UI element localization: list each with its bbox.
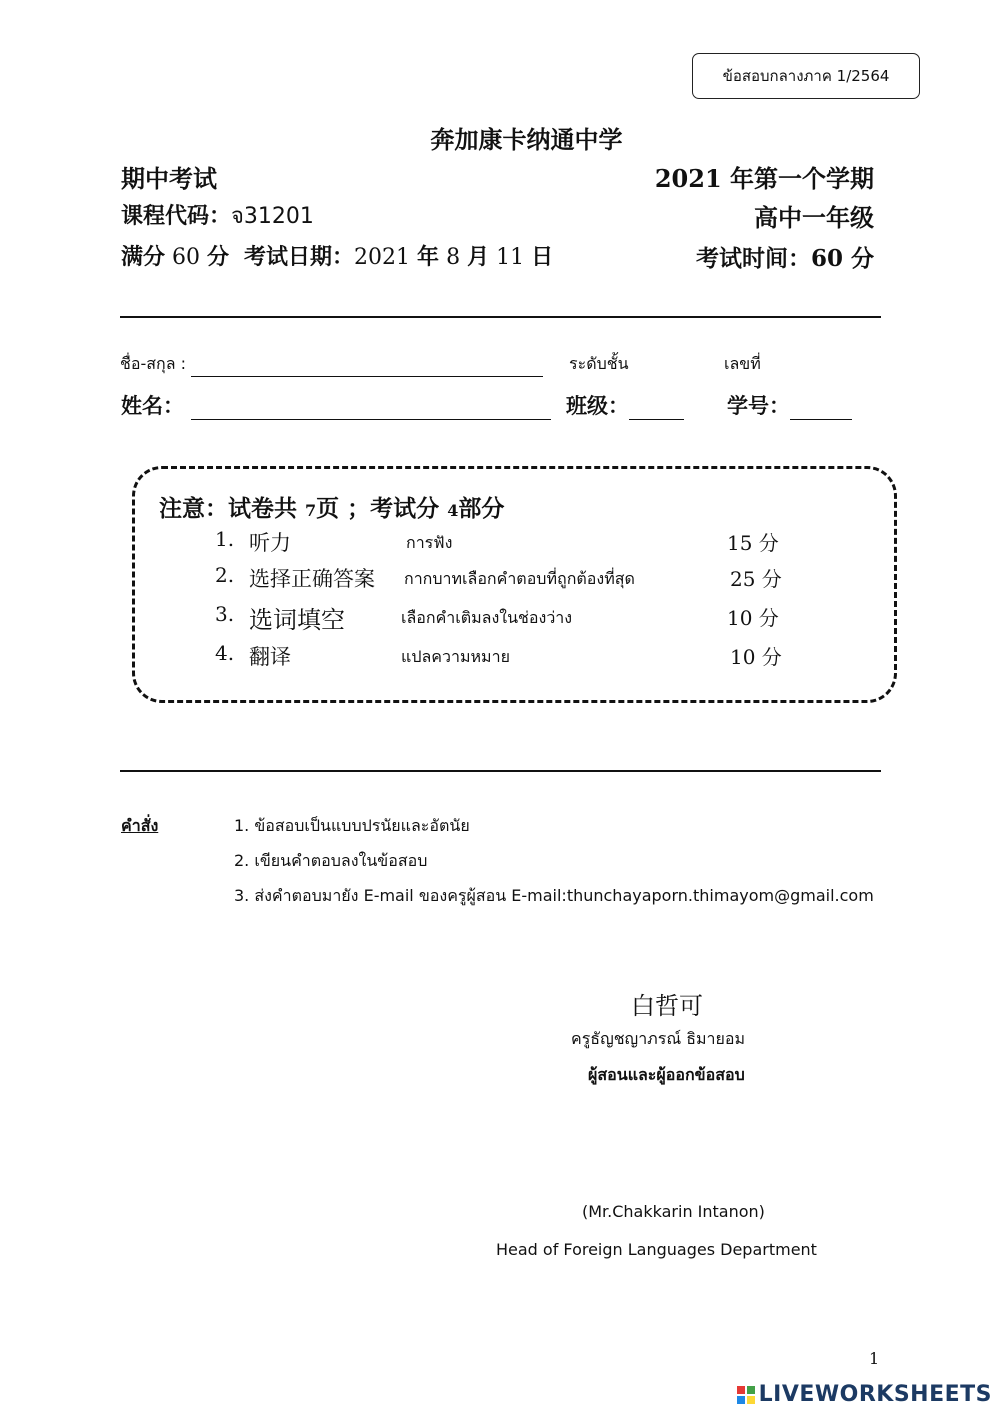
section-number: 4. — [215, 641, 235, 665]
exam-badge — [692, 53, 920, 99]
full-score-label: 满分 — [121, 244, 166, 270]
section-number: 3. — [215, 602, 235, 626]
level-th-label: ระดับชั้น — [569, 354, 629, 373]
liveworksheets-icon — [737, 1386, 755, 1404]
section-row — [215, 527, 835, 557]
course-code: จ31201 — [231, 204, 314, 229]
notice-pages: 7 — [305, 501, 317, 520]
number-th-label: เลขที่ — [724, 354, 761, 373]
exam-type: 期中考试 — [121, 164, 217, 193]
class-cn-row — [566, 390, 684, 420]
name-cn-label: 姓名： — [121, 393, 184, 418]
exam-date-month-unit: 月 — [467, 244, 490, 270]
section-score: 10 分 — [730, 645, 782, 669]
name-cn-row — [121, 390, 551, 420]
teacher-name-cn: 白哲可 — [631, 992, 703, 1020]
icon-tile — [747, 1386, 755, 1394]
class-cn-label: 班级： — [566, 393, 629, 418]
section-row — [215, 641, 835, 671]
section-row — [215, 563, 835, 593]
term: 2021 年第一个学期 — [654, 164, 874, 193]
course-code-label: 课程代码： — [121, 203, 232, 229]
name-th-label: ชื่อ-สกุล : — [120, 354, 186, 373]
divider-bottom — [120, 770, 881, 772]
section-name-cn: 听力 — [249, 531, 291, 555]
name-cn-field[interactable] — [191, 399, 551, 420]
course-code-row — [121, 198, 314, 233]
exam-time-label: 考试时间： — [695, 245, 811, 272]
exam-date-day: 11 — [496, 245, 525, 270]
school-name: 奔加康卡纳通中学 — [430, 125, 623, 154]
exam-time-value: 60 分 — [810, 245, 874, 272]
icon-tile — [737, 1386, 745, 1394]
name-th-field[interactable] — [191, 356, 543, 377]
divider-top — [120, 316, 881, 318]
instruction-item: 3. ส่งคำตอบมายัง E-mail ของครูผู้สอน E-mail:thunchayaporn.thimayom@gmail.com — [234, 886, 874, 905]
liveworksheets-logo — [737, 1382, 992, 1407]
section-name-th: การฟัง — [406, 533, 453, 552]
exam-badge-text: ข้อสอบกลางภาค 1/2564 — [722, 67, 890, 85]
section-row — [215, 602, 835, 632]
notice-title-suffix: 部分 — [458, 495, 505, 522]
head-role: Head of Foreign Languages Department — [496, 1240, 817, 1259]
section-number: 1. — [215, 527, 235, 551]
name-th-row — [120, 352, 543, 377]
page-number: 1 — [869, 1349, 880, 1368]
student-no-row — [727, 390, 852, 420]
notice-title-mid: 页 ；考试分 — [316, 495, 440, 522]
class-cn-field[interactable] — [629, 399, 684, 420]
icon-tile — [747, 1396, 755, 1404]
student-no-field[interactable] — [790, 399, 852, 420]
icon-tile — [737, 1396, 745, 1404]
section-name-th: กากบาทเลือกคำตอบที่ถูกต้องที่สุด — [404, 569, 635, 588]
exam-date-day-unit: 日 — [531, 244, 554, 270]
exam-details-row — [121, 240, 553, 271]
teacher-name-th: ครูธัญชญาภรณ์ ธิมายอม — [571, 1029, 746, 1048]
section-name-cn: 翻译 — [249, 645, 291, 669]
full-score-value: 60 — [172, 245, 201, 270]
instructions-label: คำสั่ง — [121, 816, 159, 835]
notice-title-prefix: 注意：试卷共 — [159, 495, 297, 522]
grade: 高中一年级 — [754, 203, 874, 232]
section-name-cn: 选词填空 — [249, 606, 345, 634]
exam-date-label: 考试日期： — [244, 244, 355, 270]
notice-title — [159, 490, 504, 523]
teacher-role: ผู้สอนและผู้ออกข้อสอบ — [588, 1065, 745, 1084]
section-name-th: เลือกคำเติมลงในช่องว่าง — [401, 608, 573, 627]
full-score-unit: 分 — [207, 244, 230, 270]
instruction-item: 1. ข้อสอบเป็นแบบปรนัยและอัตนัย — [234, 816, 470, 835]
section-name-cn: 选择正确答案 — [249, 567, 375, 591]
section-score: 25 分 — [730, 567, 782, 591]
section-number: 2. — [215, 563, 235, 587]
exam-date-year: 2021 — [354, 245, 411, 270]
brand-text: LIVEWORKSHEETS — [758, 1382, 992, 1407]
exam-date-year-unit: 年 — [417, 244, 440, 270]
student-no-cn-label: 学号： — [727, 393, 790, 418]
section-score: 10 分 — [727, 606, 779, 630]
section-name-th: แปลความหมาย — [401, 647, 510, 666]
exam-time-row — [696, 240, 874, 273]
exam-date-month: 8 — [446, 245, 461, 270]
section-score: 15 分 — [727, 531, 779, 555]
head-name: (Mr.Chakkarin Intanon) — [582, 1202, 765, 1221]
instruction-item: 2. เขียนคำตอบลงในข้อสอบ — [234, 851, 428, 870]
notice-parts: 4 — [447, 501, 459, 520]
